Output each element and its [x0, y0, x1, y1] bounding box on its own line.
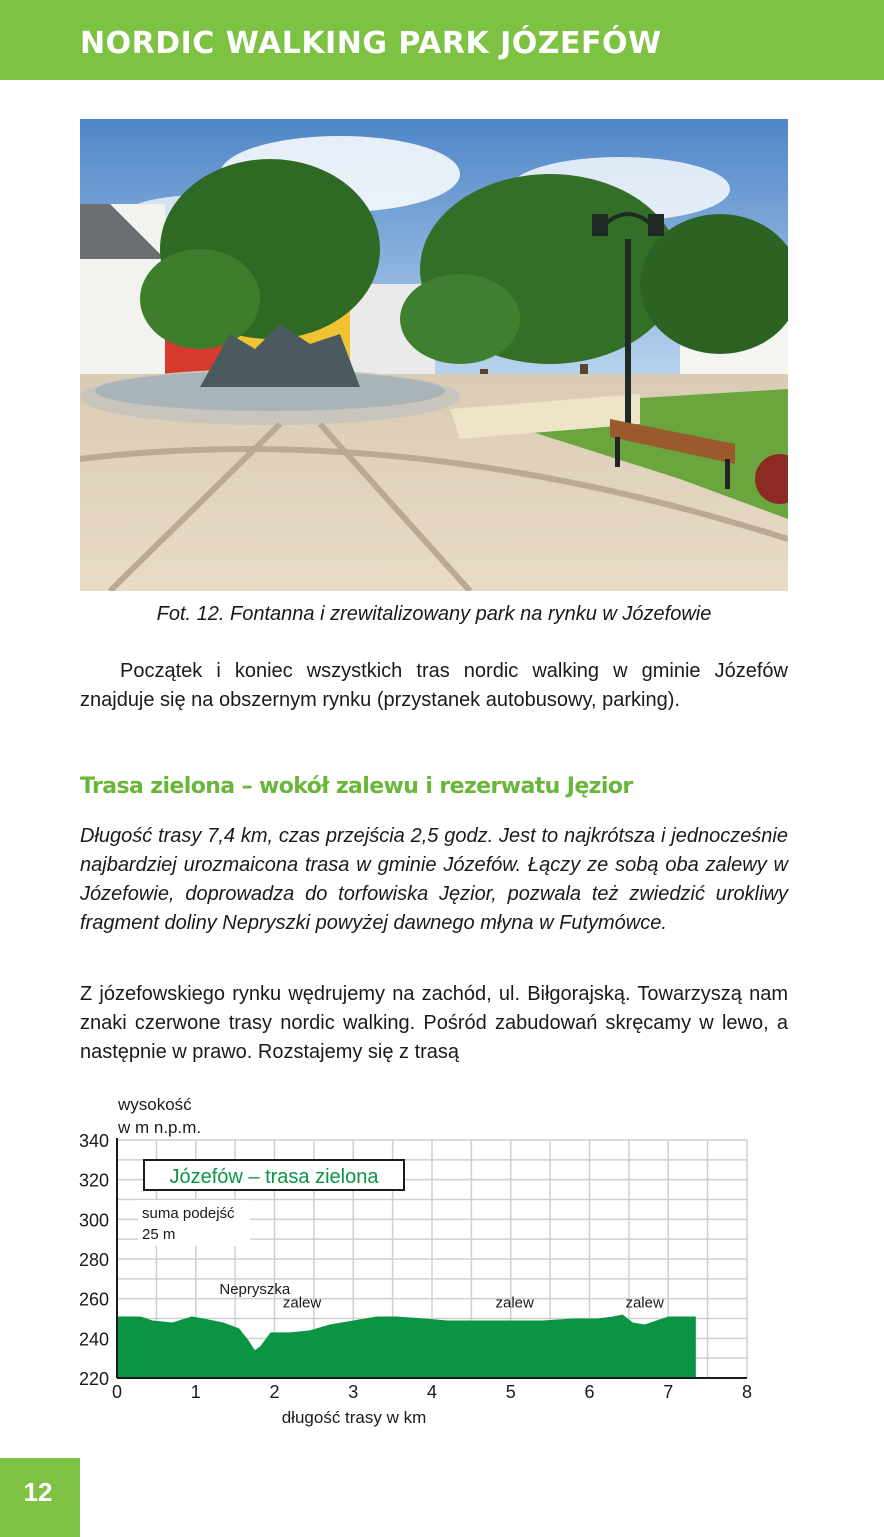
- x-axis-label: długość trasy w km: [281, 1408, 427, 1427]
- chart-title: Józefów – trasa zielona: [169, 1166, 379, 1188]
- y-tick-label: 240: [78, 1329, 109, 1350]
- y-tick-label: 300: [78, 1210, 109, 1231]
- x-tick-label: 7: [663, 1382, 674, 1402]
- annotation-label: zalew: [495, 1294, 534, 1312]
- y-tick-label: 320: [78, 1170, 109, 1191]
- annotation-label: zalew: [625, 1294, 664, 1312]
- x-tick-label: 5: [505, 1382, 516, 1402]
- y-tick-label: 280: [78, 1250, 109, 1270]
- photo-caption: Fot. 12. Fontanna i zrewitalizowany park na rynku w Józefowie: [156, 603, 712, 625]
- y-tick-label: 220: [78, 1369, 109, 1389]
- section-heading: Trasa zielona – wokół zalewu i rezerwatu Jęzior: [80, 774, 633, 799]
- elevation-chart-svg: [0, 1088, 884, 1438]
- x-tick-label: 1: [190, 1382, 201, 1402]
- route-summary-paragraph: Długość trasy 7,4 km, czas przejścia 2,5 godz. Jest to najkrótsza i jednocześnie najbardziej urozmaicona trasa w gminie Józefów. Łączy ze sobą oba zalewy w Józefowie, doprowadza do torfowiska Jęzior, pozwala też zwiedzić urokliwy fragment doliny Nepryszki powyżej dawnego młyna w Futymówce.: [80, 825, 788, 934]
- x-tick-label: 0: [111, 1382, 123, 1402]
- chart-subtitle-line1: suma podejść: [142, 1205, 235, 1222]
- x-tick-label: 2: [269, 1382, 280, 1402]
- y-tick-label: 340: [78, 1131, 109, 1151]
- elevation-profile-chart: [0, 1088, 884, 1438]
- y-axis-label-line1: wysokość: [118, 1095, 192, 1114]
- page-title: NORDIC WALKING PARK JÓZEFÓW: [80, 26, 662, 61]
- intro-paragraph: Początek i koniec wszystkich tras nordic walking w gminie Józefów znajduje się na obszernym rynku (przystanek autobusowy, parking).: [80, 660, 788, 711]
- page-number: 12: [23, 1477, 53, 1507]
- y-tick-label: 260: [78, 1289, 109, 1310]
- elevation-area: [117, 1315, 696, 1378]
- x-tick-label: 8: [741, 1382, 753, 1402]
- photo-fountain-park: [80, 119, 788, 591]
- route-description-paragraph: Z józefowskiego rynku wędrujemy na zachód, ul. Biłgorajską. Towarzyszą nam znaki czerwone trasy nordic walking. Pośród zabudowań skręcamy w lewo, a następnie w prawo. Rozstajemy się z trasą: [80, 983, 788, 1063]
- annotation-label: zalew: [282, 1294, 322, 1312]
- x-tick-label: 6: [584, 1382, 595, 1402]
- chart-subtitle-line2: 25 m: [142, 1226, 176, 1243]
- x-tick-label: 3: [348, 1382, 359, 1402]
- y-axis-label-line2: w m n.p.m.: [118, 1118, 202, 1137]
- x-tick-label: 4: [426, 1382, 438, 1402]
- annotation-label: Nepryszka: [219, 1280, 291, 1298]
